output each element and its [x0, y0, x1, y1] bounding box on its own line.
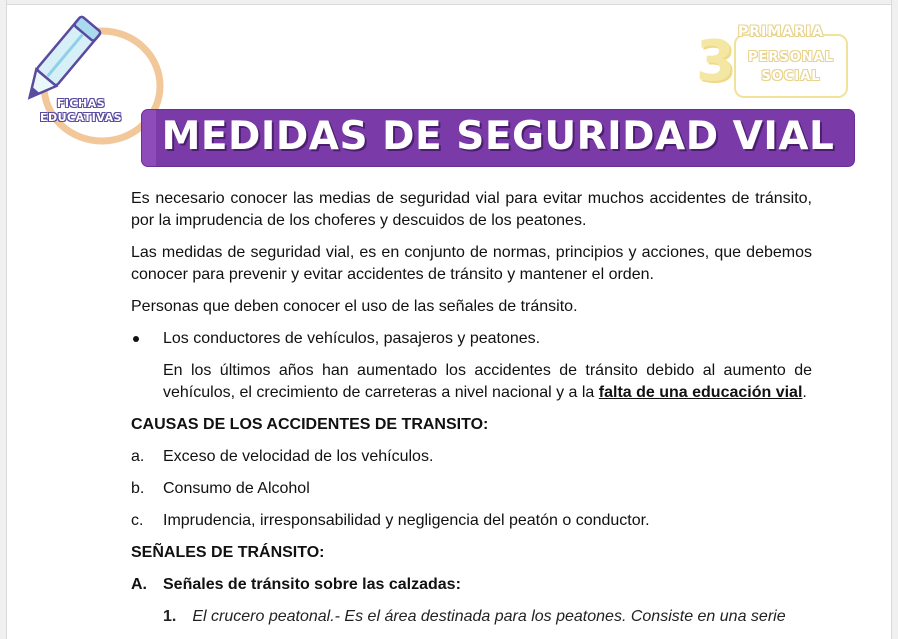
- people-paragraph: Personas que deben conocer el uso de las señales de tránsito.: [131, 298, 578, 315]
- causes-heading: CAUSAS DE LOS ACCIDENTES DE TRANSITO:: [131, 416, 489, 433]
- document-body: [131, 188, 812, 625]
- subject-line2: SOCIAL: [761, 69, 821, 84]
- window-right-edge: [891, 0, 898, 639]
- section-marker: A.: [131, 576, 147, 593]
- bullet-item: [131, 328, 812, 350]
- title-banner: [142, 110, 854, 166]
- grade-number: 3: [696, 29, 735, 94]
- logo-text-line2: EDUCATIVAS: [39, 111, 123, 124]
- cause-item: [131, 510, 812, 532]
- signals-first-item: [163, 606, 812, 625]
- subject-line1: PERSONAL: [747, 50, 835, 65]
- window-top-edge: [0, 0, 898, 5]
- cause-marker: c.: [131, 512, 144, 529]
- signals-section-heading: [131, 574, 812, 596]
- intro-paragraph: Es necesario conocer las medias de seguridad vial para evitar muchos accidentes de tránsito, por la imprudencia de los choferes y descuidos de los peatones.: [131, 190, 812, 229]
- bullet-detail-emphasis: falta de una educación vial: [598, 384, 803, 401]
- cause-marker: a.: [131, 448, 145, 465]
- page-title: MEDIDAS DE SEGURIDAD VIAL: [161, 114, 835, 159]
- window-left-edge: [0, 0, 7, 639]
- bullet-detail: [163, 360, 812, 404]
- cause-item: [131, 446, 812, 468]
- signals-heading: SEÑALES DE TRÁNSITO:: [131, 544, 325, 561]
- bullet-text: Los conductores de vehículos, pasajeros y peatones.: [163, 330, 541, 347]
- section-title: Señales de tránsito sobre las calzadas:: [163, 576, 461, 593]
- cause-item: [131, 478, 812, 500]
- level-label: PRIMARIA: [738, 24, 824, 40]
- bullet-detail-end: .: [802, 384, 807, 401]
- grade-subject-badge: [690, 24, 850, 100]
- item-number: 1.: [163, 608, 177, 625]
- definition-paragraph: Las medidas de seguridad vial, es en conjunto de normas, principios y acciones, que debemos conocer para prevenir y evitar accidentes de tránsito y mantener el orden.: [131, 244, 812, 283]
- logo-text-line1: FICHAS: [56, 97, 106, 110]
- badge-frame: [734, 34, 848, 98]
- bullet-detail-text: En los últimos años han aumentado los accidentes de tránsito debido al aumento de vehículos, el crecimiento de carreteras a nivel nacional y a la: [163, 362, 812, 401]
- cause-text: Imprudencia, irresponsabilidad y negligencia del peatón o conductor.: [163, 512, 650, 529]
- cause-marker: b.: [131, 480, 145, 497]
- cause-text: Exceso de velocidad de los vehículos.: [163, 448, 434, 465]
- item-text: El crucero peatonal.- Es el área destinada para los peatones. Consiste en una serie: [192, 608, 786, 625]
- cause-text: Consumo de Alcohol: [163, 480, 310, 497]
